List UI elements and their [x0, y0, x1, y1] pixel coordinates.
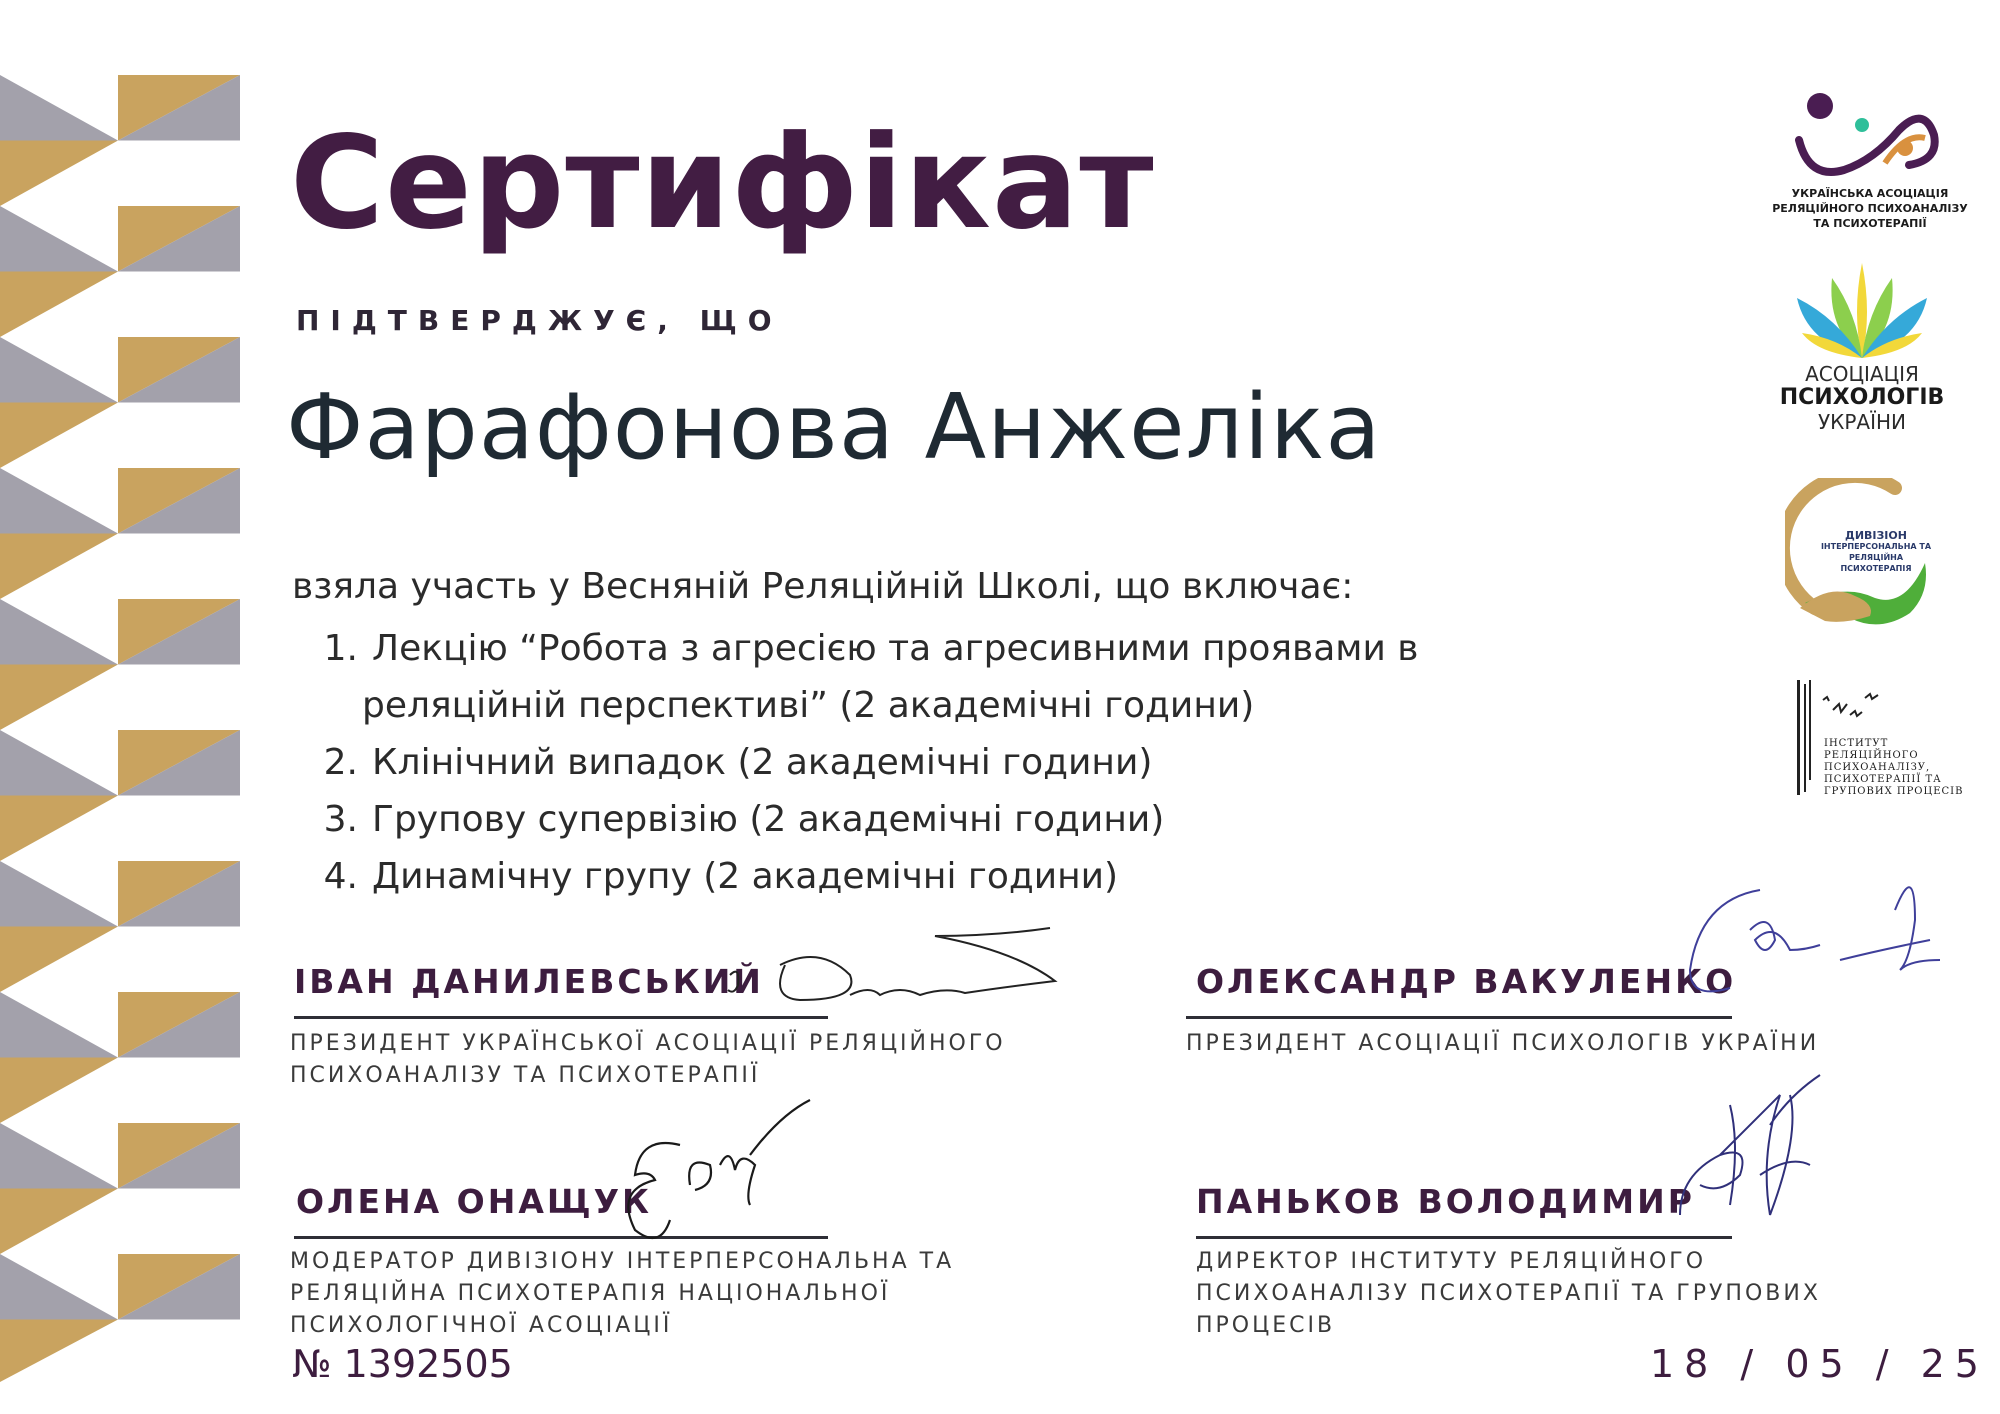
certificate-subtitle: ПІДТВЕРДЖУЄ, ЩО — [296, 304, 783, 337]
list-item-text: Лекцію “Робота з агресією та агресивними проявами в — [372, 628, 1419, 669]
signatory-name: ОЛЕКСАНДР ВАКУЛЕНКО — [1196, 962, 1737, 1001]
signatory-name: ІВАН ДАНИЛЕВСЬКИЙ — [294, 962, 764, 1001]
chevron-triangle — [0, 796, 118, 862]
signature-danylevskyi — [720, 905, 1120, 1015]
signature-line — [294, 1016, 828, 1019]
chevron-triangle — [0, 75, 118, 141]
chevron-decoration — [0, 0, 250, 1414]
chevron-triangle — [0, 665, 118, 731]
chevron-triangle — [0, 599, 118, 665]
signature-pankov — [1660, 1065, 1840, 1235]
signature-onashchuk — [620, 1095, 830, 1265]
list-item-number: 1. — [323, 628, 358, 669]
list-item-continuation — [292, 677, 1522, 734]
institute-logo-text: ІНСТИТУТ РЕЛЯЦІЙНОГО ПСИХОАНАЛІЗУ, ПСИХОТЕРАПІЇ ТА ГРУПОВИХ ПРОЦЕСІВ — [1824, 738, 1964, 797]
list-item-number: 4. — [323, 856, 358, 897]
chevron-triangle — [0, 337, 118, 403]
chevron-triangle — [0, 403, 118, 469]
signatory-role: ДИРЕКТОР ІНСТИТУТУ РЕЛЯЦІЙНОГО ПСИХОАНАЛІЗУ ПСИХОТЕРАПІЇ ТА ГРУПОВИХ ПРОЦЕСІВ — [1196, 1249, 1821, 1338]
signature-vakulenko — [1690, 870, 1960, 1020]
chevron-triangle — [0, 730, 118, 796]
activities-list — [292, 620, 1522, 905]
chevron-triangle — [0, 468, 118, 534]
recipient-name: Фарафонова Анжеліка — [286, 375, 1382, 480]
psychologists-association-logo-text: АСОЦІАЦІЯ ПСИХОЛОГІВ УКРАЇНИ — [1779, 362, 1945, 434]
signatory-role: ПРЕЗИДЕНТ УКРАЇНСЬКОЇ АСОЦІАЦІЇ РЕЛЯЦІЙНОГО ПСИХОАНАЛІЗУ ТА ПСИХОТЕРАПІЇ — [290, 1031, 1006, 1088]
list-item — [292, 791, 1522, 848]
uarpp-logo — [1785, 88, 1955, 183]
certificate-intro: взяла участь у Весняній Реляційній Школі, що включає: — [292, 566, 1354, 607]
chevron-triangle — [0, 861, 118, 927]
list-item-number: 3. — [323, 799, 358, 840]
chevron-triangle — [0, 534, 118, 600]
chevron-triangle — [0, 141, 118, 207]
signatory-role: МОДЕРАТОР ДИВІЗІОНУ ІНТЕРПЕРСОНАЛЬНА ТА РЕЛЯЦІЙНА ПСИХОТЕРАПІЯ НАЦІОНАЛЬНОЇ ПСИХОЛОГІЧНОЇ АСОЦІАЦІЇ — [290, 1249, 955, 1338]
signatory-name: ОЛЕНА ОНАЩУК — [296, 1182, 653, 1221]
uarpp-logo-text: УКРАЇНСЬКА АСОЦІАЦІЯ РЕЛЯЦІЙНОГО ПСИХОАНАЛІЗУ ТА ПСИХОТЕРАПІЇ — [1772, 187, 1968, 230]
certificate-title: Сертифікат — [290, 109, 1155, 258]
division-logo-text: ДИВІЗІОН ІНТЕРПЕРСОНАЛЬНА ТА РЕЛЯЦІЙНА ПСИХОТЕРАПІЯ — [1820, 529, 1932, 573]
chevron-triangle — [0, 992, 118, 1058]
list-item — [292, 734, 1522, 791]
list-item-number: 2. — [323, 742, 358, 783]
certificate-number: № 1392505 — [292, 1342, 513, 1386]
list-item-text: Групову супервізію (2 академічні години) — [372, 799, 1165, 840]
chevron-triangle — [0, 1254, 118, 1320]
list-item-text: Динамічну групу (2 академічні години) — [372, 856, 1119, 897]
chevron-triangle — [0, 1123, 118, 1189]
list-item-text: Клінічний випадок (2 академічні години) — [372, 742, 1153, 783]
chevron-triangle — [0, 1058, 118, 1124]
certificate-date: 18 / 05 / 25 — [1650, 1342, 1989, 1386]
chevron-triangle — [0, 927, 118, 993]
chevron-triangle — [0, 206, 118, 272]
list-item — [292, 620, 1522, 677]
list-item-text: реляційній перспективі” (2 академічні години) — [362, 685, 1255, 726]
psychologists-association-logo — [1795, 258, 1930, 363]
signatory-role: ПРЕЗИДЕНТ АСОЦІАЦІЇ ПСИХОЛОГІВ УКРАЇНИ — [1186, 1031, 1820, 1056]
chevron-triangle — [0, 1189, 118, 1255]
chevron-triangle — [0, 272, 118, 338]
list-item — [292, 848, 1522, 905]
signature-line — [1196, 1236, 1732, 1239]
signature-line — [1186, 1016, 1732, 1019]
signatory-name: ПАНЬКОВ ВОЛОДИМИР — [1196, 1182, 1695, 1221]
chevron-triangle — [0, 1320, 118, 1383]
